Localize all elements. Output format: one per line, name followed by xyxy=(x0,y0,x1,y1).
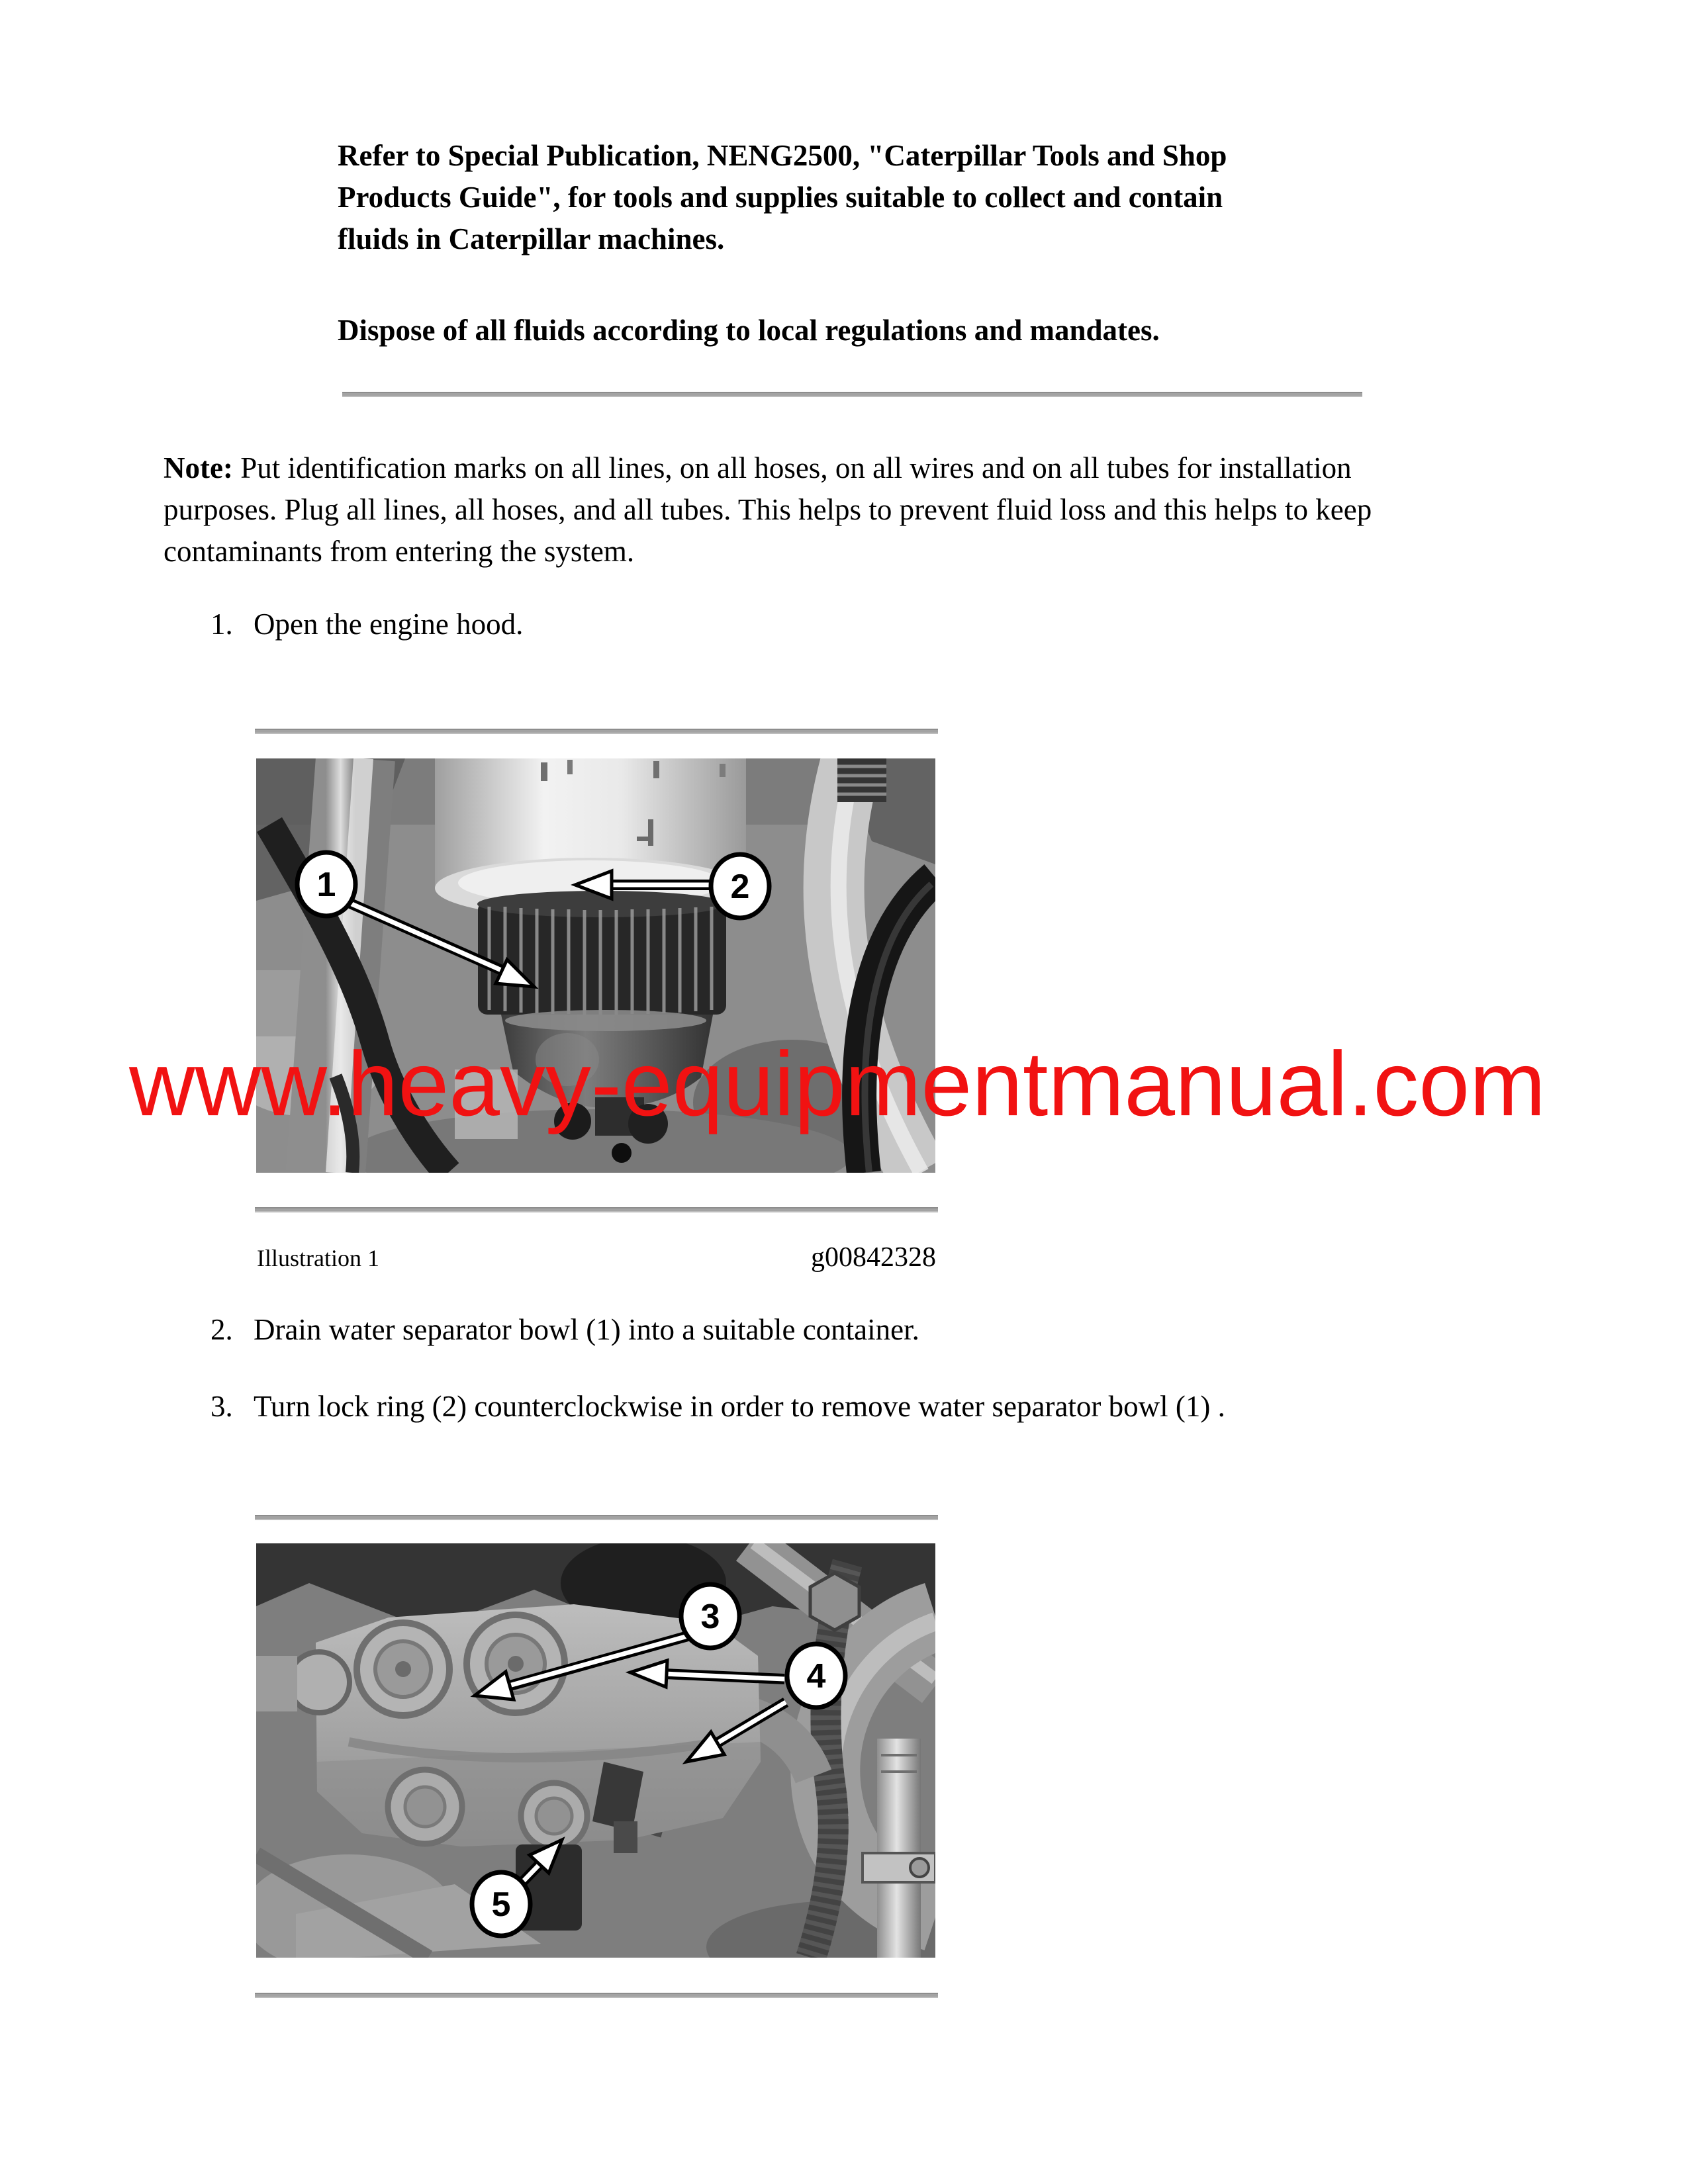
warning-divider-rule xyxy=(342,392,1362,397)
callout-5-badge xyxy=(472,1872,530,1936)
warning-paragraph-tools xyxy=(338,135,1410,260)
step-item-3 xyxy=(211,1386,1225,1428)
pump-photo xyxy=(256,1543,935,1958)
step-item-1 xyxy=(211,604,523,645)
illustration-code: g00842328 xyxy=(811,1242,936,1273)
note-line xyxy=(164,447,1560,489)
illustration2-bottom-rule xyxy=(255,1993,938,1998)
callout-3-badge xyxy=(681,1584,739,1648)
warning-line: fluids in Caterpillar machines. xyxy=(338,222,725,255)
step-number: 2. xyxy=(211,1313,233,1346)
callout-2-badge xyxy=(711,854,769,918)
illustration2-top-rule xyxy=(255,1515,938,1520)
illustration-2-photo xyxy=(256,1543,935,1958)
callout-5-number: 5 xyxy=(491,1886,511,1924)
callout-4-badge xyxy=(787,1644,845,1707)
illustration1-caption xyxy=(257,1242,936,1273)
step-item-2 xyxy=(211,1309,919,1351)
step-text: Open the engine hood. xyxy=(254,608,524,641)
illustration-label: Illustration 1 xyxy=(257,1245,379,1271)
callout-3-number: 3 xyxy=(700,1598,720,1636)
note-line: purposes. Plug all lines, all hoses, and all tubes. This helps to prevent fluid loss and this helps to keep xyxy=(164,493,1372,526)
warning-paragraph-dispose xyxy=(338,310,1410,351)
warning-line: Products Guide", for tools and supplies suitable to collect and contain xyxy=(338,181,1223,214)
step-text: Turn lock ring (2) counterclockwise in order to remove water separator bowl (1) . xyxy=(254,1390,1225,1423)
illustration1-top-rule xyxy=(255,729,938,734)
note-paragraph xyxy=(164,447,1560,572)
warning-line: Refer to Special Publication, NENG2500, "Caterpillar Tools and Shop xyxy=(338,139,1227,172)
step-number: 1. xyxy=(211,608,233,641)
callout-2-number: 2 xyxy=(730,868,750,906)
watermark-text: www.heavy-equipmentmanual.com xyxy=(128,1033,1546,1136)
illustration1-bottom-rule xyxy=(255,1207,938,1212)
note-label: Note: xyxy=(164,451,233,484)
step-number: 3. xyxy=(211,1390,233,1423)
note-line: contaminants from entering the system. xyxy=(164,535,635,568)
callout-1-badge xyxy=(297,852,355,916)
callout-4-number: 4 xyxy=(806,1657,826,1696)
warning-line: Dispose of all fluids according to local regulations and mandates. xyxy=(338,314,1160,347)
note-text: Put identification marks on all lines, on all hoses, on all wires and on all tubes for installation xyxy=(240,451,1352,484)
photo1-threaded-fitting xyxy=(837,758,886,802)
step-text: Drain water separator bowl (1) into a suitable container. xyxy=(254,1313,919,1346)
callout-1-number: 1 xyxy=(316,866,336,904)
lock-ring xyxy=(477,891,726,1015)
